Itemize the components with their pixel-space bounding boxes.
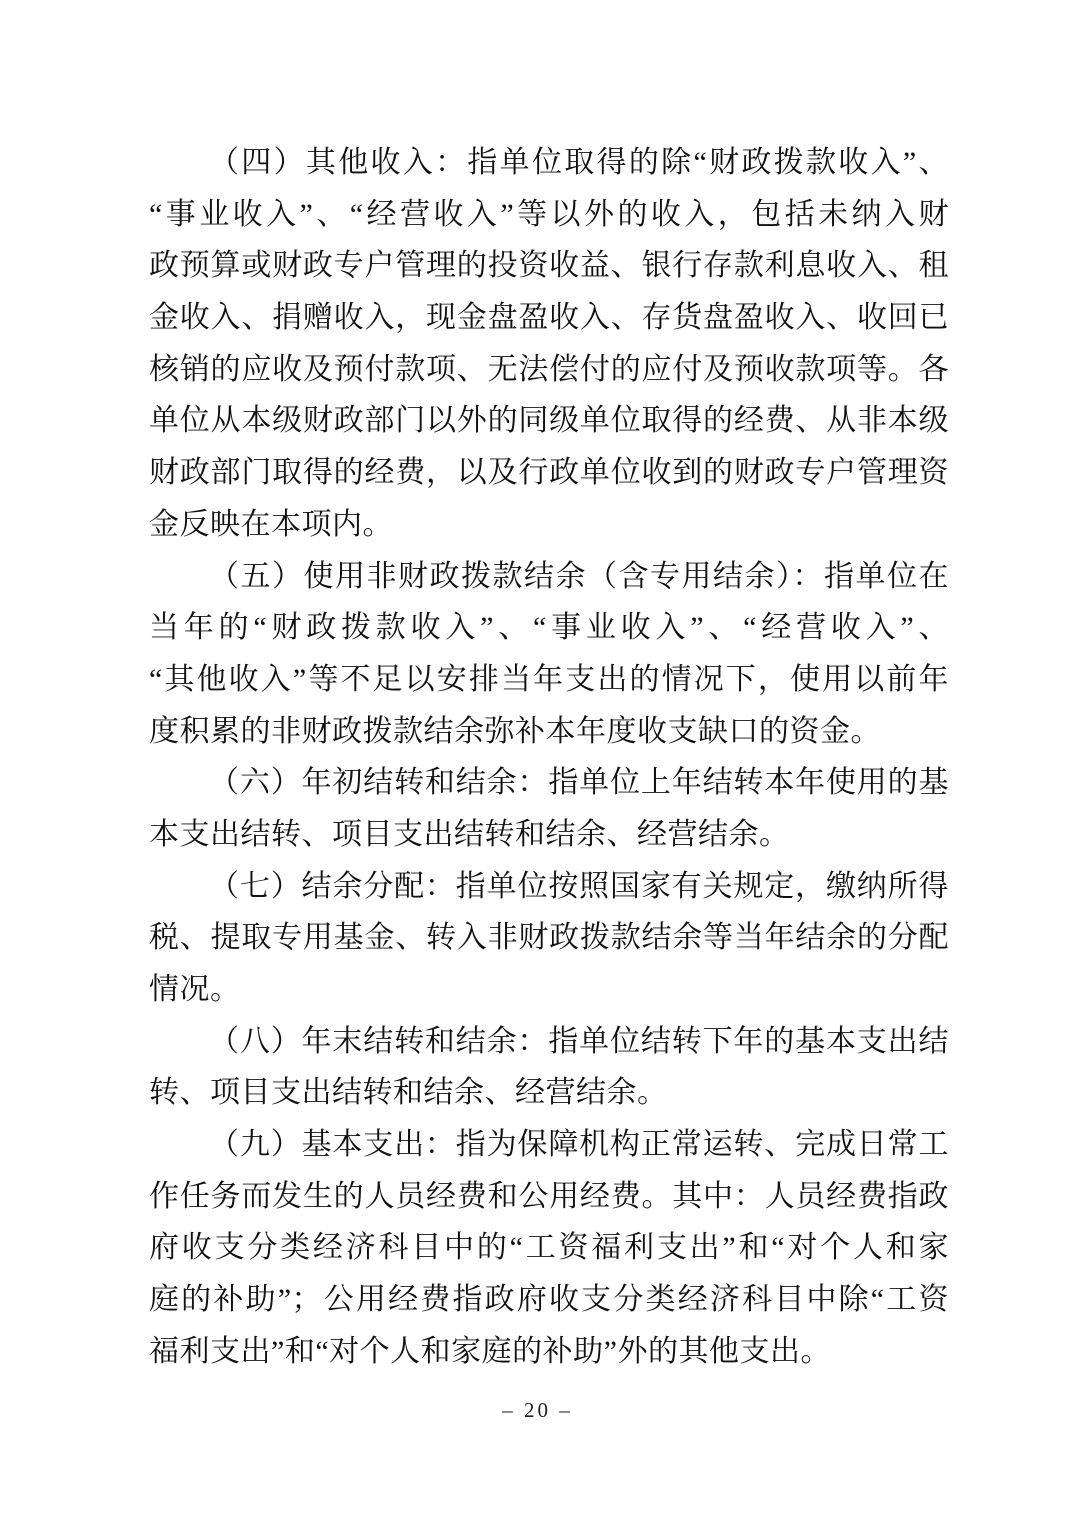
- text-line: （四）其他收入：指单位取得的除“财政拨款收入”、: [209, 146, 949, 179]
- text-line: “事业收入”、“经营收入”等以外的收入，包括未纳入财: [149, 197, 949, 231]
- page-number: – 20 –: [502, 1398, 573, 1422]
- text-line: 府收支分类经济科目中的“工资福利支出”和“对个人和家: [149, 1231, 949, 1265]
- text-line: （五）使用非财政拨款结余（含专用结余）：指单位在: [209, 559, 949, 593]
- text-line: 当年的“财政拨款收入”、“事业收入”、“经营收入”、: [149, 611, 949, 645]
- document-body: [149, 137, 949, 1378]
- text-line: （六）年初结转和结余：指单位上年结转本年使用的基: [209, 766, 949, 800]
- text-line: 本支出结转、项目支出结转和结余、经营结余。: [149, 817, 790, 851]
- text-line: 转、项目支出结转和结余、经营结余。: [149, 1076, 668, 1110]
- text-line: 金反映在本项内。: [149, 507, 393, 541]
- text-line: 单位从本级财政部门以外的同级单位取得的经费、从非本级: [149, 404, 949, 438]
- text-line: 庭的补助”；公用经费指政府收支分类经济科目中除“工资: [149, 1283, 949, 1317]
- text-line: 金收入、捐赠收入，现金盘盈收入、存货盘盈收入、收回已: [149, 301, 949, 335]
- text-line: 税、提取专用基金、转入非财政拨款结余等当年结余的分配: [149, 921, 949, 955]
- text-line: 福利支出”和“对个人和家庭的补助”外的其他支出。: [149, 1334, 831, 1368]
- text-line: 财政部门取得的经费，以及行政单位收到的财政专户管理资: [149, 456, 949, 490]
- text-line: 作任务而发生的人员经费和公用经费。其中：人员经费指政: [149, 1179, 949, 1213]
- text-line: 情况。: [149, 973, 241, 1006]
- text-line: （九）基本支出：指为保障机构正常运转、完成日常工: [209, 1128, 949, 1162]
- text-line: （八）年末结转和结余：指单位结转下年的基本支出结: [209, 1024, 949, 1058]
- text-line: （七）结余分配：指单位按照国家有关规定，缴纳所得: [209, 869, 949, 903]
- text-line: 核销的应收及预付款项、无法偿付的应付及预收款项等。各: [149, 352, 949, 386]
- text-line: “其他收入”等不足以安排当年支出的情况下，使用以前年: [149, 662, 949, 696]
- text-line: 度积累的非财政拨款结余弥补本年度收支缺口的资金。: [149, 714, 881, 748]
- text-line: 政预算或财政专户管理的投资收益、银行存款利息收入、租: [149, 249, 949, 283]
